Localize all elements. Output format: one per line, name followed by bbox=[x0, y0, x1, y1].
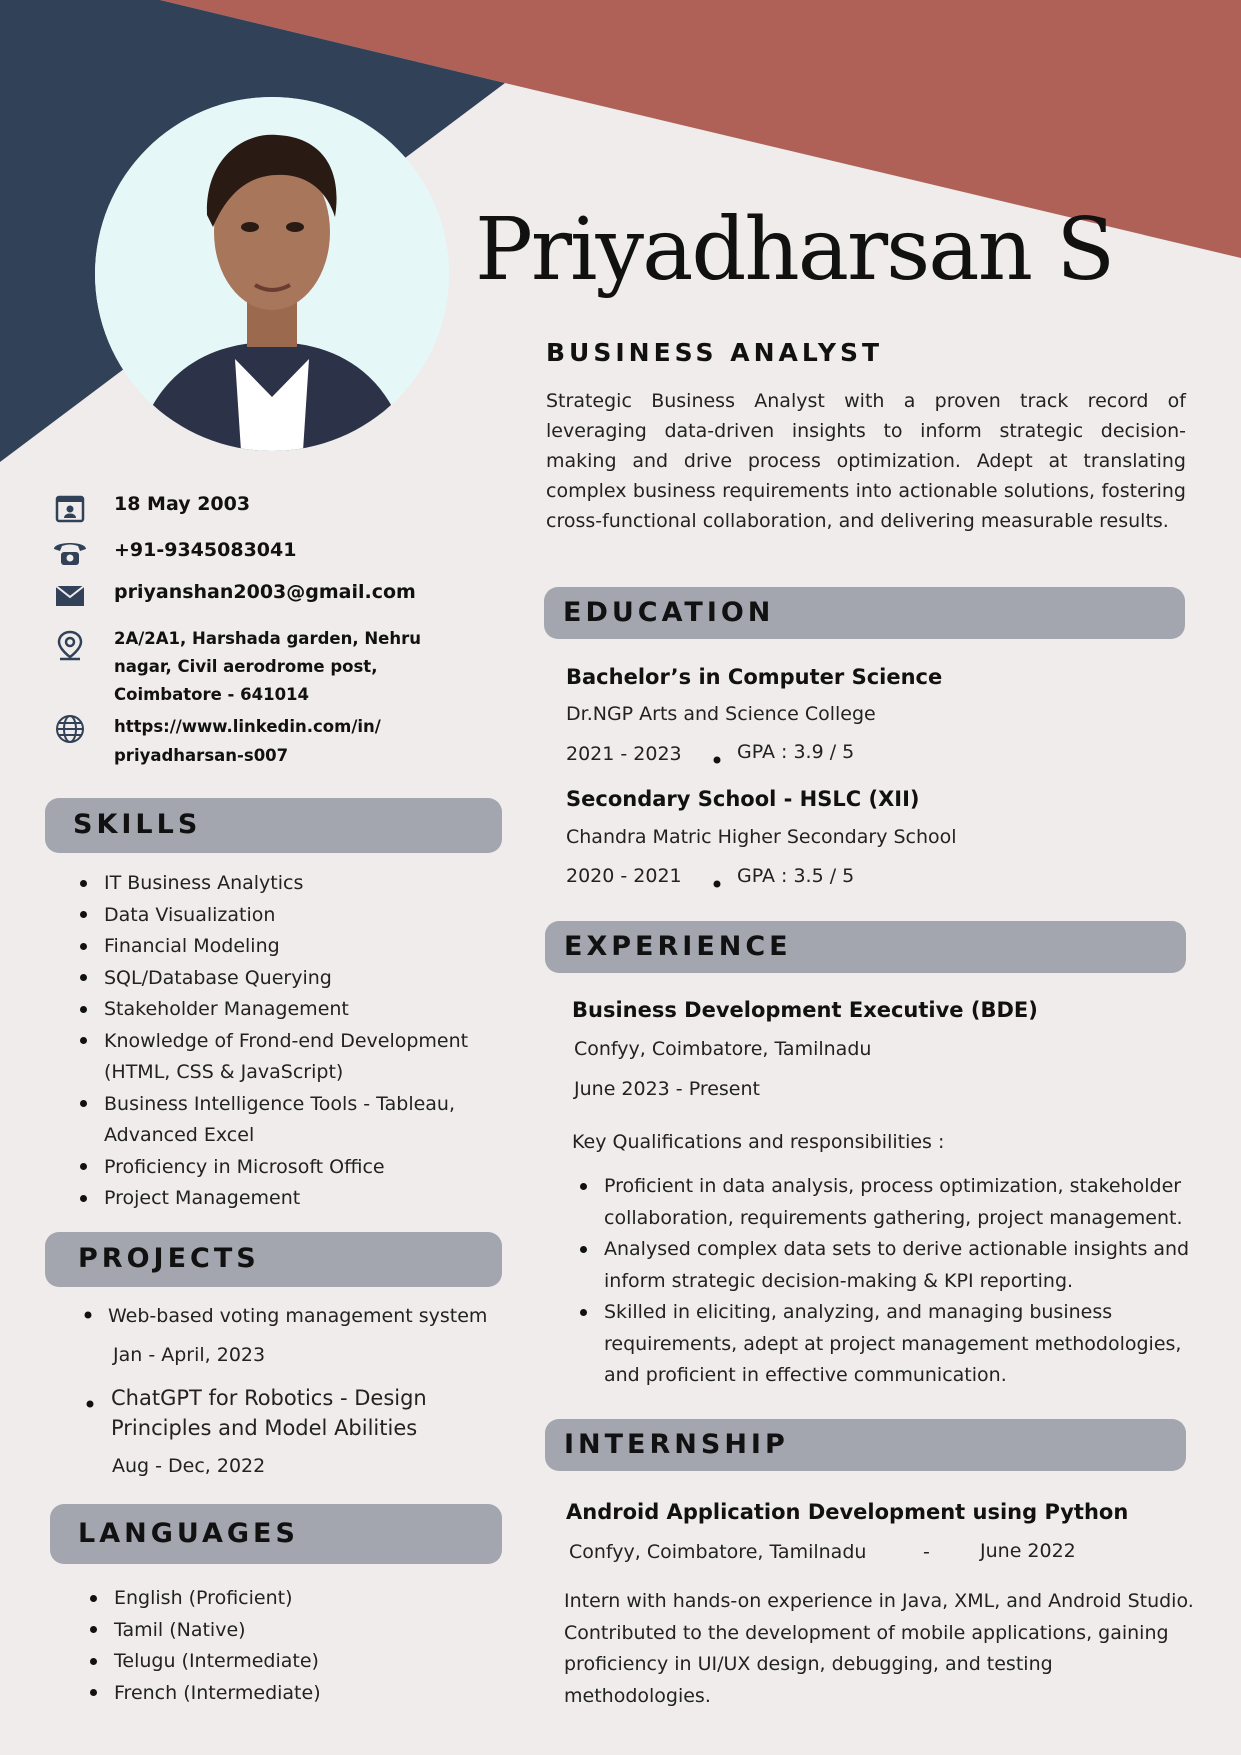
responsibility-item: Proficient in data analysis, process optimization, stakeholder collaboration, requirements gathering, project management. bbox=[604, 1171, 1194, 1234]
date-of-birth: 18 May 2003 bbox=[114, 493, 251, 515]
job-title: BUSINESS ANALYST bbox=[546, 338, 884, 367]
education-years: 2021 - 2023 bbox=[566, 743, 682, 765]
experience-period: June 2023 - Present bbox=[574, 1078, 760, 1100]
skill-item: Proficiency in Microsoft Office bbox=[104, 1152, 499, 1184]
experience-responsibilities bbox=[604, 1171, 1194, 1392]
languages-list bbox=[114, 1583, 474, 1709]
education-degree: Bachelor’s in Computer Science bbox=[566, 665, 943, 689]
skill-item: Stakeholder Management bbox=[104, 994, 499, 1026]
language-item: French (Intermediate) bbox=[114, 1678, 474, 1710]
address: 2A/2A1, Harshada garden, Nehru nagar, Civil aerodrome post, Coimbatore - 641014 bbox=[114, 629, 421, 704]
education-gpa: GPA : 3.5 / 5 bbox=[737, 865, 855, 887]
internship-role: Android Application Development using Python bbox=[566, 1500, 1129, 1524]
phone-icon bbox=[50, 533, 90, 573]
education-header: EDUCATION bbox=[544, 587, 1185, 639]
education-gpa: GPA : 3.9 / 5 bbox=[737, 741, 855, 763]
calendar-icon bbox=[50, 488, 90, 528]
responsibility-item: Analysed complex data sets to derive actionable insights and inform strategic decision-making & KPI reporting. bbox=[604, 1234, 1194, 1297]
internship-separator: - bbox=[923, 1541, 930, 1563]
language-item: Tamil (Native) bbox=[114, 1615, 474, 1647]
projects-header: PROJECTS bbox=[45, 1232, 502, 1287]
skill-item: IT Business Analytics bbox=[104, 868, 499, 900]
skill-item: Project Management bbox=[104, 1183, 499, 1215]
responsibility-item: Skilled in eliciting, analyzing, and managing business requirements, adept at project management methodologies, and proficient in effective communication. bbox=[604, 1297, 1194, 1392]
experience-header: EXPERIENCE bbox=[545, 921, 1186, 973]
location-pin-icon bbox=[50, 626, 90, 666]
email-address: priyanshan2003@gmail.com bbox=[114, 581, 416, 603]
languages-header: LANGUAGES bbox=[50, 1504, 502, 1564]
gpa-bullet bbox=[713, 749, 721, 768]
skill-item: Business Intelligence Tools - Tableau, Advanced Excel bbox=[104, 1089, 499, 1152]
project-name: Web-based voting management system bbox=[108, 1305, 488, 1327]
project-bullet bbox=[84, 1304, 92, 1323]
linkedin-link[interactable]: https://www.linkedin.com/in/ priyadharsan-s007 bbox=[114, 717, 381, 765]
skills-list bbox=[104, 868, 499, 1215]
skill-item: SQL/Database Querying bbox=[104, 963, 499, 995]
skills-header: SKILLS bbox=[45, 798, 502, 853]
internship-company: Confyy, Coimbatore, Tamilnadu bbox=[569, 1541, 867, 1563]
skill-item: Knowledge of Frond-end Development (HTML, CSS & JavaScript) bbox=[104, 1026, 499, 1089]
gpa-bullet bbox=[713, 873, 721, 892]
project-date: Jan - April, 2023 bbox=[113, 1344, 266, 1366]
education-school: Dr.NGP Arts and Science College bbox=[566, 703, 876, 725]
globe-icon bbox=[50, 709, 90, 749]
project-name: ChatGPT for Robotics - Design Principles and Model Abilities bbox=[111, 1386, 427, 1440]
experience-intro: Key Qualifications and responsibilities : bbox=[572, 1131, 945, 1153]
education-years: 2020 - 2021 bbox=[566, 865, 682, 887]
internship-header: INTERNSHIP bbox=[545, 1419, 1186, 1471]
profile-photo bbox=[95, 97, 449, 451]
internship-description: Intern with hands-on experience in Java, XML, and Android Studio. Contributed to the development of mobile applications, gaining proficiency in UI/UX design, debugging, and testing methodologies. bbox=[564, 1590, 1194, 1707]
contact-section bbox=[50, 484, 490, 774]
skill-item: Data Visualization bbox=[104, 900, 499, 932]
project-date: Aug - Dec, 2022 bbox=[112, 1455, 266, 1477]
project-bullet bbox=[86, 1393, 94, 1412]
phone-number: +91-9345083041 bbox=[114, 539, 297, 561]
mail-icon bbox=[50, 576, 90, 616]
language-item: Telugu (Intermediate) bbox=[114, 1646, 474, 1678]
language-item: English (Proficient) bbox=[114, 1583, 474, 1615]
education-degree: Secondary School - HSLC (XII) bbox=[566, 787, 920, 811]
profile-summary: Strategic Business Analyst with a proven track record of leveraging data-driven insights to inform strategic decision-making and drive process optimization. Adept at translating complex business requirements into actionable solutions, fostering cross-functional collaboration, and delivering measurable results. bbox=[546, 390, 1186, 532]
experience-role: Business Development Executive (BDE) bbox=[572, 998, 1038, 1022]
skill-item: Financial Modeling bbox=[104, 931, 499, 963]
education-school: Chandra Matric Higher Secondary School bbox=[566, 826, 957, 848]
candidate-name: Priyadharsan S bbox=[475, 200, 1114, 300]
experience-company: Confyy, Coimbatore, Tamilnadu bbox=[574, 1038, 872, 1060]
internship-date: June 2022 bbox=[980, 1540, 1076, 1562]
